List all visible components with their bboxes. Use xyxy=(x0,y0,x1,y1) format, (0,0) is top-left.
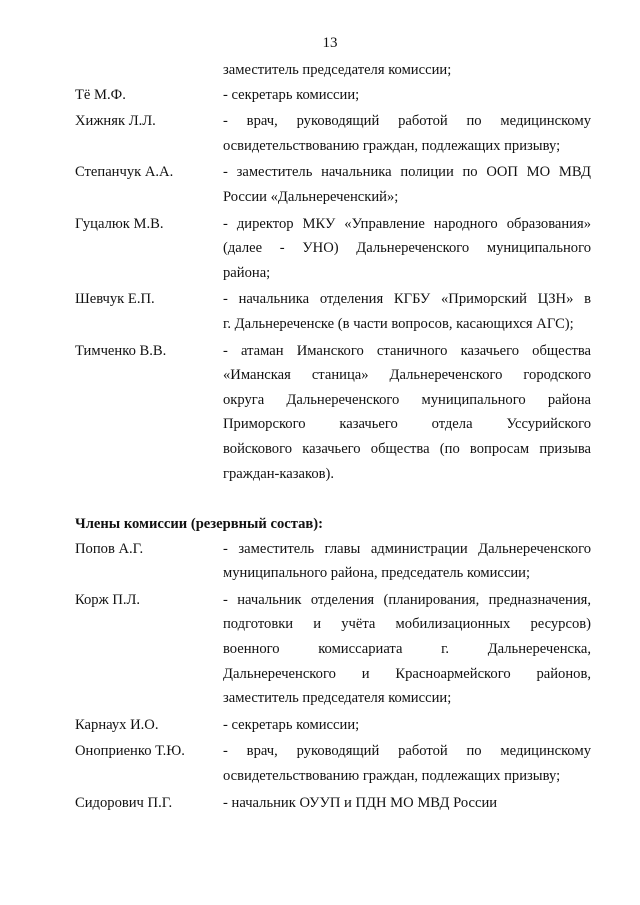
role-line: района; xyxy=(223,264,271,281)
role-line: - заместитель начальника полиции по ООП МО МВД xyxy=(223,164,591,181)
member-entry xyxy=(75,339,591,487)
member-name: Оноприенко Т.Ю. xyxy=(75,743,185,760)
member-entry xyxy=(75,713,591,738)
role-line: г. Дальнереченске (в части вопросов, касающихся АГС); xyxy=(223,315,574,332)
member-role xyxy=(223,212,591,286)
member-entry xyxy=(75,160,591,209)
member-entry xyxy=(75,212,591,286)
document-body xyxy=(75,58,591,817)
role-line: - секретарь комиссии; xyxy=(223,716,360,733)
member-role xyxy=(223,109,591,158)
role-line: граждан-казаков). xyxy=(223,465,335,482)
continuation-text xyxy=(75,58,591,83)
member-role xyxy=(223,739,591,788)
member-name: Гуцалюк М.В. xyxy=(75,215,164,232)
member-entry xyxy=(75,83,591,108)
member-name: Корж П.Л. xyxy=(75,591,141,608)
member-name: Карнаух И.О. xyxy=(75,716,159,733)
role-line: - врач, руководящий работой по медицинскому xyxy=(223,113,591,130)
member-role xyxy=(223,339,591,487)
member-entry xyxy=(75,739,591,788)
member-entry xyxy=(75,791,591,816)
role-line: - секретарь комиссии; xyxy=(223,86,360,103)
member-name: Сидорович П.Г. xyxy=(75,794,173,811)
member-role xyxy=(223,588,591,711)
role-line: Дальнереченского и Красноармейского районов, xyxy=(223,665,591,682)
continuation-line: заместитель председателя комиссии; xyxy=(223,62,452,78)
member-role xyxy=(223,287,591,336)
member-name: Шевчук Е.П. xyxy=(75,291,155,308)
member-name: Степанчук А.А. xyxy=(75,164,174,181)
member-role xyxy=(223,713,591,738)
role-line: (далее - УНО) Дальнереченского муниципального xyxy=(223,240,591,257)
member-name: Попов А.Г. xyxy=(75,540,144,557)
role-line: военного комиссариата г. Дальнереченска, xyxy=(223,641,591,658)
role-line: - атаман Иманского станичного казачьего общества xyxy=(223,342,591,359)
role-line: - врач, руководящий работой по медицинскому xyxy=(223,743,591,760)
member-name: Тимченко В.В. xyxy=(75,342,167,359)
member-entry xyxy=(75,109,591,158)
role-line: - начальник ОУУП и ПДН МО МВД России xyxy=(223,794,498,811)
member-entry xyxy=(75,287,591,336)
member-entry xyxy=(75,537,591,586)
role-line: Приморского казачьего отдела Уссурийского xyxy=(223,416,591,433)
member-entry xyxy=(75,588,591,711)
role-line: - директор МКУ «Управление народного образования» xyxy=(223,215,591,232)
main-members-list xyxy=(75,83,591,487)
role-line: освидетельствованию граждан, подлежащих призыву; xyxy=(223,137,561,154)
role-line: - начальника отделения КГБУ «Приморский ЦЗН» в xyxy=(223,291,591,308)
member-role xyxy=(223,791,591,816)
member-name: Тё М.Ф. xyxy=(75,86,126,103)
member-role xyxy=(223,537,591,586)
member-name: Хижняк Л.Л. xyxy=(75,113,156,130)
page-number: 13 xyxy=(322,35,338,51)
reserve-members-list xyxy=(75,537,591,816)
role-line: муниципального района, председатель комиссии; xyxy=(223,565,531,582)
role-line: войскового казачьего общества (по вопросам призыва xyxy=(223,440,591,457)
reserve-section-title: Члены комиссии (резервный состав): xyxy=(75,516,323,533)
role-line: освидетельствованию граждан, подлежащих призыву; xyxy=(223,768,561,785)
role-line: заместитель председателя комиссии; xyxy=(223,690,452,707)
role-line: - начальник отделения (планирования, предназначения, xyxy=(223,591,591,608)
role-line: подготовки и учёта мобилизационных ресурсов) xyxy=(223,616,591,633)
role-line: России «Дальнереченский»; xyxy=(223,188,399,205)
member-role xyxy=(223,83,591,108)
role-line: - заместитель главы администрации Дальнереченского xyxy=(223,540,591,557)
member-role xyxy=(223,160,591,209)
role-line: «Иманская станица» Дальнереченского городского xyxy=(223,367,591,384)
role-line: округа Дальнереченского муниципального района xyxy=(223,391,591,408)
